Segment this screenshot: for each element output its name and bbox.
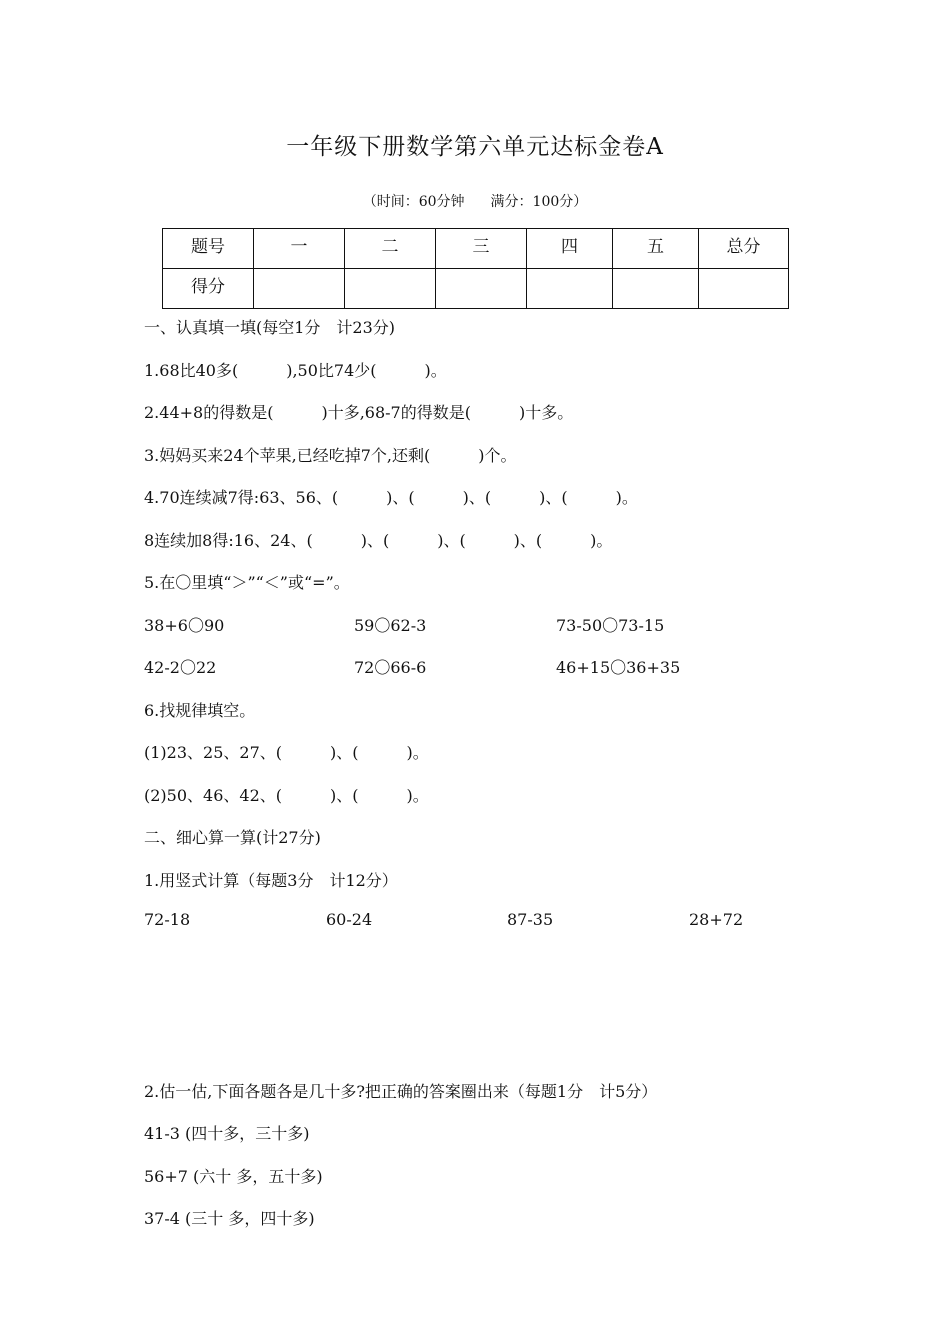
exam-info bbox=[0, 191, 950, 211]
exam-full-score: 满分：100分） bbox=[490, 194, 588, 210]
score-header-cell: 四 bbox=[527, 229, 613, 269]
question-6-2: (2)50、46、42、( )、( )。 bbox=[144, 786, 429, 805]
score-table-score-row bbox=[163, 269, 789, 309]
question-4b: 8连续加8得:16、24、( )、( )、( )、( )。 bbox=[144, 531, 613, 550]
score-row-label: 得分 bbox=[163, 269, 254, 309]
compare-item: 72〇66-6 bbox=[354, 658, 427, 677]
score-cell[interactable] bbox=[699, 269, 789, 309]
section-2-question-2: 2.估一估,下面各题各是几十多?把正确的答案圈出来（每题1分 计5分） bbox=[144, 1082, 658, 1101]
question-5: 5.在〇里填“＞”“＜”或“=”。 bbox=[144, 573, 350, 592]
score-cell[interactable] bbox=[527, 269, 613, 309]
section-2-heading: 二、细心算一算(计27分) bbox=[144, 828, 321, 847]
score-header-cell: 总分 bbox=[699, 229, 789, 269]
score-cell[interactable] bbox=[345, 269, 436, 309]
score-cell[interactable] bbox=[436, 269, 527, 309]
score-header-cell: 一 bbox=[254, 229, 345, 269]
question-4a: 4.70连续减7得:63、56、( )、( )、( )、( )。 bbox=[144, 488, 638, 507]
compare-item: 46+15〇36+35 bbox=[556, 658, 681, 677]
section-1-heading: 一、认真填一填(每空1分 计23分) bbox=[144, 318, 396, 337]
score-header-cell: 五 bbox=[613, 229, 699, 269]
exam-time: （时间：60分钟 bbox=[362, 194, 465, 210]
score-cell[interactable] bbox=[254, 269, 345, 309]
score-header-cell: 题号 bbox=[163, 229, 254, 269]
score-header-cell: 二 bbox=[345, 229, 436, 269]
calc-item: 28+72 bbox=[689, 910, 744, 929]
score-table-header-row bbox=[163, 229, 789, 269]
vertical-calc-row bbox=[144, 910, 744, 1005]
estimate-item: 41-3 (四十多，三十多) bbox=[144, 1124, 310, 1143]
compare-item: 42-2〇22 bbox=[144, 658, 217, 677]
estimate-item: 37-4 (三十 多，四十多) bbox=[144, 1209, 315, 1228]
question-3: 3.妈妈买来24个苹果,已经吃掉7个,还剩( )个。 bbox=[144, 446, 517, 465]
score-header-cell: 三 bbox=[436, 229, 527, 269]
section-2-question-1: 1.用竖式计算（每题3分 计12分） bbox=[144, 871, 398, 890]
question-1: 1.68比40多( ),50比74少( )。 bbox=[144, 361, 447, 380]
calc-item: 60-24 bbox=[326, 910, 373, 929]
estimate-item: 56+7 (六十 多，五十多) bbox=[144, 1167, 323, 1186]
question-6-1: (1)23、25、27、( )、( )。 bbox=[144, 743, 429, 762]
calc-item: 87-35 bbox=[507, 910, 554, 929]
question-2: 2.44+8的得数是( )十多,68-7的得数是( )十多。 bbox=[144, 403, 574, 422]
compare-item: 73-50〇73-15 bbox=[556, 616, 665, 635]
compare-item: 38+6〇90 bbox=[144, 616, 225, 635]
score-table bbox=[162, 228, 789, 309]
calc-item: 72-18 bbox=[144, 910, 191, 929]
page-title: 一年级下册数学第六单元达标金卷A bbox=[286, 134, 664, 160]
question-6: 6.找规律填空。 bbox=[144, 701, 256, 720]
score-cell[interactable] bbox=[613, 269, 699, 309]
compare-item: 59〇62-3 bbox=[354, 616, 427, 635]
